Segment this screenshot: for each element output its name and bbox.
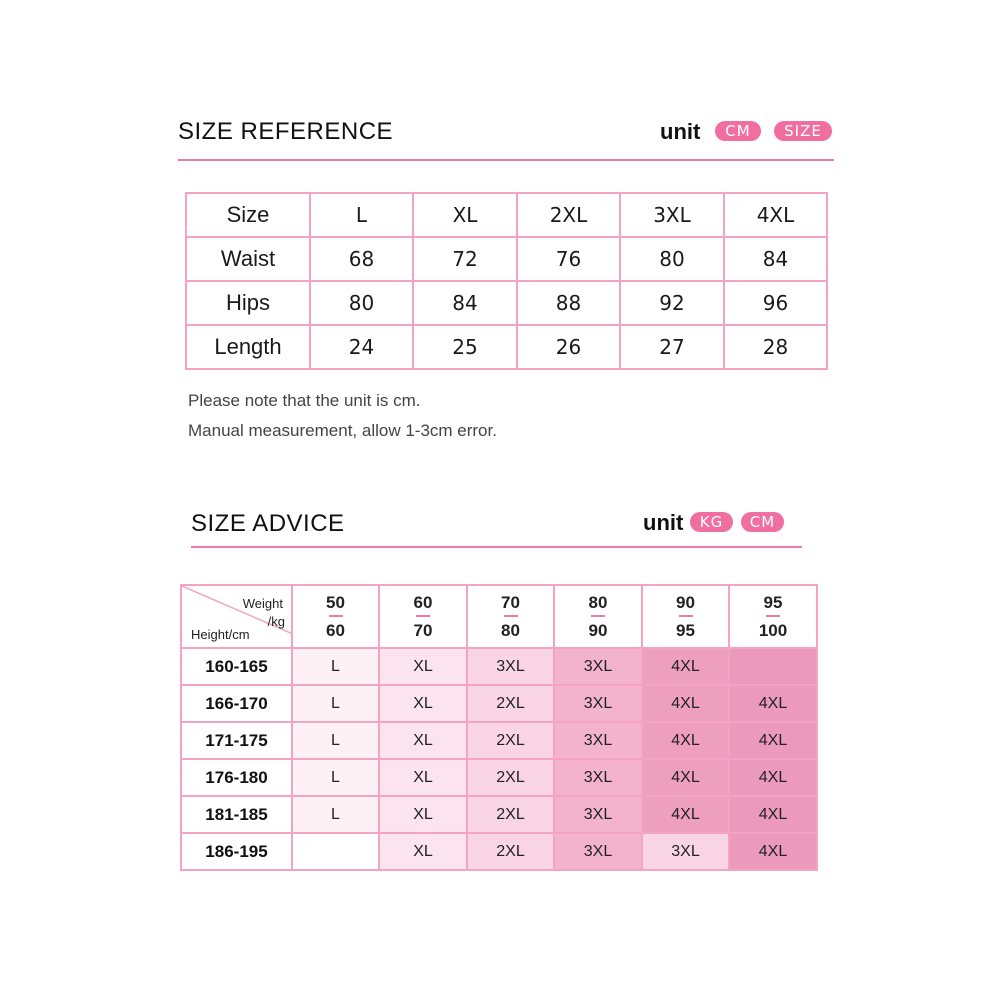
measure-cell: 84: [724, 237, 827, 281]
size-cell: 4XL: [642, 796, 729, 833]
weight-range-header: [379, 585, 467, 648]
weight-range-min: 70: [501, 593, 520, 612]
weight-range-max: 100: [758, 621, 788, 640]
size-cell: 2XL: [467, 685, 554, 722]
height-range-cell: 176-180: [181, 759, 292, 796]
measure-cell: 84: [413, 281, 517, 325]
size-cell: 2XL: [467, 796, 554, 833]
range-dash: [766, 615, 780, 617]
size-cell: 4XL: [729, 796, 817, 833]
reference-divider: [178, 159, 834, 161]
measure-cell: 27: [620, 325, 724, 369]
unit-badge-cm: CM: [715, 121, 761, 141]
weight-range-min: 60: [413, 593, 433, 612]
measure-cell: 80: [620, 237, 724, 281]
weight-range-max: 95: [676, 621, 695, 640]
size-cell: 2XL: [467, 722, 554, 759]
size-reference-title: SIZE REFERENCE: [178, 118, 394, 145]
weight-range-header: [729, 585, 817, 648]
advice-divider: [191, 546, 802, 548]
size-cell: 2XL: [467, 833, 554, 870]
size-header: 3XL: [620, 193, 724, 237]
reference-header-label: Size: [186, 193, 310, 237]
advice-row: [181, 722, 817, 759]
size-cell: XL: [379, 759, 467, 796]
size-header: 4XL: [724, 193, 827, 237]
height-range-cell: 166-170: [181, 685, 292, 722]
measure-cell: 96: [724, 281, 827, 325]
weight-axis-label: Weight: [242, 596, 283, 611]
size-advice-title: SIZE ADVICE: [191, 510, 345, 537]
height-range-cell: 186-195: [181, 833, 292, 870]
size-header: XL: [413, 193, 517, 237]
range-dash: [504, 615, 518, 617]
size-cell: 4XL: [729, 722, 817, 759]
weight-range-max: 70: [413, 621, 433, 640]
weight-range-header: [292, 585, 379, 648]
advice-row: [181, 648, 817, 685]
weight-range-header: [554, 585, 642, 648]
weight-range-min: 80: [588, 593, 608, 612]
size-cell: L: [292, 796, 379, 833]
range-dash: [329, 615, 343, 617]
note-error: Manual measurement, allow 1-3cm error.: [188, 421, 497, 440]
size-cell: XL: [379, 833, 467, 870]
measure-cell: 68: [310, 237, 413, 281]
advice-row: [181, 685, 817, 722]
size-cell: 3XL: [554, 796, 642, 833]
size-cell: 4XL: [642, 722, 729, 759]
size-reference-table: [185, 192, 828, 370]
measure-cell: 80: [310, 281, 413, 325]
size-advice-table: [180, 584, 818, 871]
weight-range-min: 95: [763, 593, 783, 612]
weight-range-header: [467, 585, 554, 648]
size-cell: 4XL: [642, 685, 729, 722]
note-unit: Please note that the unit is cm.: [188, 391, 421, 410]
size-cell: 3XL: [554, 759, 642, 796]
weight-range-min: 50: [326, 593, 345, 612]
size-cell: 3XL: [467, 648, 554, 685]
reference-row-hips: [186, 281, 827, 325]
row-label: Length: [186, 325, 310, 369]
reference-row-length: [186, 325, 827, 369]
size-cell: 3XL: [642, 833, 729, 870]
measure-cell: 72: [413, 237, 517, 281]
measure-cell: 88: [517, 281, 620, 325]
advice-row: [181, 796, 817, 833]
measure-cell: 25: [413, 325, 517, 369]
height-range-cell: 181-185: [181, 796, 292, 833]
advice-row: [181, 833, 817, 870]
size-cell: [729, 648, 817, 685]
range-dash: [416, 615, 430, 617]
range-dash: [679, 615, 693, 617]
size-cell: 4XL: [642, 759, 729, 796]
size-cell: XL: [379, 685, 467, 722]
height-range-cell: 171-175: [181, 722, 292, 759]
height-range-cell: 160-165: [181, 648, 292, 685]
reference-header-row: [186, 193, 827, 237]
size-cell: 3XL: [554, 648, 642, 685]
measure-cell: 76: [517, 237, 620, 281]
advice-unit-label: unit: [643, 510, 684, 535]
weight-range-max: 80: [501, 621, 520, 640]
measure-cell: 92: [620, 281, 724, 325]
size-cell: 4XL: [729, 685, 817, 722]
height-axis-label: Height/cm: [191, 627, 250, 642]
advice-row: [181, 759, 817, 796]
size-header: 2XL: [517, 193, 620, 237]
advice-header-row: [181, 585, 817, 648]
size-cell: 3XL: [554, 833, 642, 870]
size-cell: XL: [379, 648, 467, 685]
size-cell: L: [292, 648, 379, 685]
size-cell: XL: [379, 796, 467, 833]
size-cell: 4XL: [729, 833, 817, 870]
corner-header-cell: [181, 585, 292, 648]
weight-range-header: [642, 585, 729, 648]
size-cell: L: [292, 759, 379, 796]
measure-cell: 26: [517, 325, 620, 369]
size-cell: L: [292, 722, 379, 759]
size-cell: [292, 833, 379, 870]
size-cell: 2XL: [467, 759, 554, 796]
size-header: L: [310, 193, 413, 237]
row-label: Waist: [186, 237, 310, 281]
weight-range-min: 90: [676, 593, 695, 612]
weight-unit-label: /kg: [267, 614, 285, 629]
size-cell: 3XL: [554, 722, 642, 759]
weight-range-max: 90: [588, 621, 608, 640]
size-cell: 4XL: [642, 648, 729, 685]
range-dash: [591, 615, 605, 617]
size-cell: XL: [379, 722, 467, 759]
size-cell: 3XL: [554, 685, 642, 722]
unit-badge-cm: CM: [741, 512, 784, 532]
measure-cell: 24: [310, 325, 413, 369]
reference-row-waist: [186, 237, 827, 281]
reference-unit-label: unit: [660, 119, 701, 144]
unit-badge-kg: KG: [690, 512, 733, 532]
weight-range-max: 60: [326, 621, 345, 640]
row-label: Hips: [186, 281, 310, 325]
measure-cell: 28: [724, 325, 827, 369]
size-cell: L: [292, 685, 379, 722]
unit-badge-size: SIZE: [774, 121, 832, 141]
size-cell: 4XL: [729, 759, 817, 796]
